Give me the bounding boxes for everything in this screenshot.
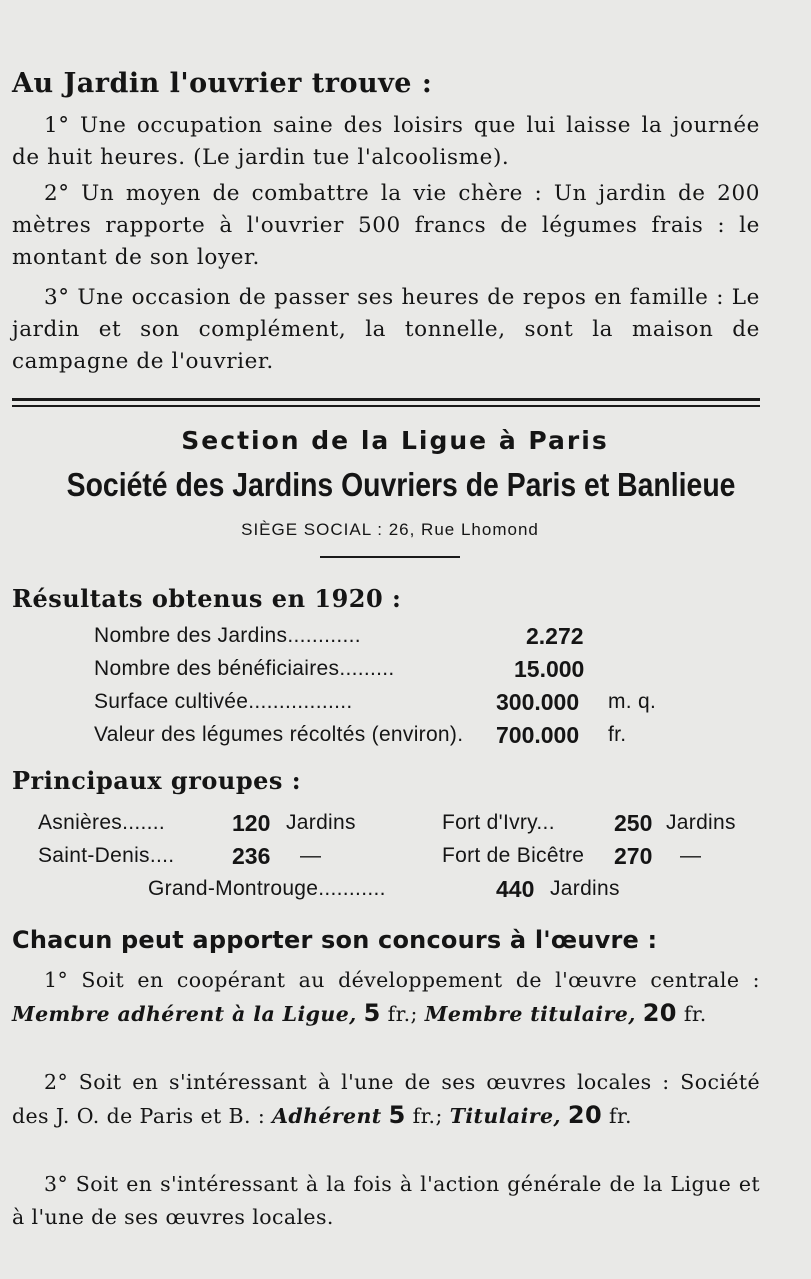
contribute-title: Chacun peut apporter son concours à l'œuvre : (12, 926, 658, 954)
results-value-1: 2.272 (526, 623, 584, 649)
results-label-1: Nombre des Jardins............ (94, 624, 361, 647)
contribute-p1-amount-2: 20 (642, 999, 677, 1027)
results-label-2: Nombre des bénéficiaires......... (94, 657, 395, 680)
divider-rule-top (12, 398, 760, 401)
contribute-p1-member: Membre adhérent à la Ligue, (12, 1002, 357, 1026)
contribute-p2-text: 2° Soit en s'intéressant à l'une de ses œuvres locales : Société des J. O. de Paris et B. : (12, 1070, 760, 1128)
contribute-p2-amount-2: 20 (567, 1101, 603, 1129)
group-left-1-name: Asnières....... (38, 811, 166, 834)
contribute-p2-amount-1: 5 (388, 1101, 406, 1129)
intro-paragraph-3: 3° Une occasion de passer ses heures de repos en famille : Le jardin et son complément, la tonnelle, sont la maison de campagne de l'ouvrier. (12, 285, 760, 374)
contribute-p2-currency-1: fr.; (412, 1104, 443, 1128)
results-value-4: 700.000 (496, 722, 580, 748)
results-unit-3: m. q. (608, 690, 657, 713)
divider-rule-bottom (12, 405, 760, 407)
contribute-paragraph-3: 3° Soit en s'intéressant à la fois à l'action générale de la Ligue et à l'une de ses œuvres locales. (12, 1172, 760, 1229)
groups-title: Principaux groupes : (12, 766, 302, 795)
group-center-unit: Jardins (550, 877, 620, 900)
contribute-p1-amount-1: 5 (363, 999, 381, 1027)
short-divider (320, 556, 460, 558)
contribute-p1-text: 1° Soit en coopérant au développement de l'œuvre centrale : (44, 968, 760, 992)
contribute-paragraph-2 (12, 1066, 760, 1133)
results-label-3: Surface cultivée................. (94, 690, 353, 713)
results-value-3: 300.000 (496, 689, 580, 715)
results-unit-4: fr. (608, 723, 627, 746)
contribute-paragraph-1 (12, 964, 760, 1031)
group-left-1-count: 120 (232, 810, 271, 836)
group-left-2-count: 236 (232, 843, 271, 869)
group-center-count: 440 (496, 876, 535, 902)
intro-title: Au Jardin l'ouvrier trouve : (12, 68, 433, 99)
group-right-1-name: Fort d'Ivry... (442, 811, 555, 834)
contribute-p2-titular: Titulaire, (449, 1104, 561, 1128)
contribute-p2-member: Adhérent (272, 1104, 382, 1128)
contribute-p1-currency-1: fr.; (387, 1002, 418, 1026)
intro-paragraph-2: 2° Un moyen de combattre la vie chère : Un jardin de 200 mètres rapporte à l'ouvrier 500 francs de légumes frais : le montant de son loyer. (12, 181, 760, 270)
section-heading: Section de la Ligue à Paris (181, 426, 609, 455)
contribute-p1-titular: Membre titulaire, (424, 1002, 636, 1026)
group-left-1-unit: Jardins (286, 811, 356, 834)
group-left-2-unit: — (300, 844, 322, 867)
group-right-2-count: 270 (614, 843, 653, 869)
results-title: Résultats obtenus en 1920 : (12, 584, 402, 613)
results-value-2: 15.000 (514, 656, 585, 682)
group-right-2-unit: — (680, 844, 702, 867)
results-label-4: Valeur des légumes récoltés (environ). (94, 723, 464, 746)
contribute-p1-currency-2: fr. (683, 1002, 707, 1026)
group-right-2-name: Fort de Bicêtre (442, 844, 585, 867)
society-address: SIÈGE SOCIAL : 26, Rue Lhomond (241, 520, 539, 539)
group-left-2-name: Saint-Denis.... (38, 844, 175, 867)
group-center-name: Grand-Montrouge........... (148, 877, 386, 900)
group-right-1-unit: Jardins (666, 811, 736, 834)
contribute-p2-currency-2: fr. (609, 1104, 632, 1128)
group-right-1-count: 250 (614, 810, 653, 836)
society-name: Société des Jardins Ouvriers de Paris et Banlieue (66, 466, 736, 503)
intro-paragraph-1: 1° Une occupation saine des loisirs que lui laisse la journée de huit heures. (Le jardin tue l'alcoolisme). (12, 113, 760, 170)
